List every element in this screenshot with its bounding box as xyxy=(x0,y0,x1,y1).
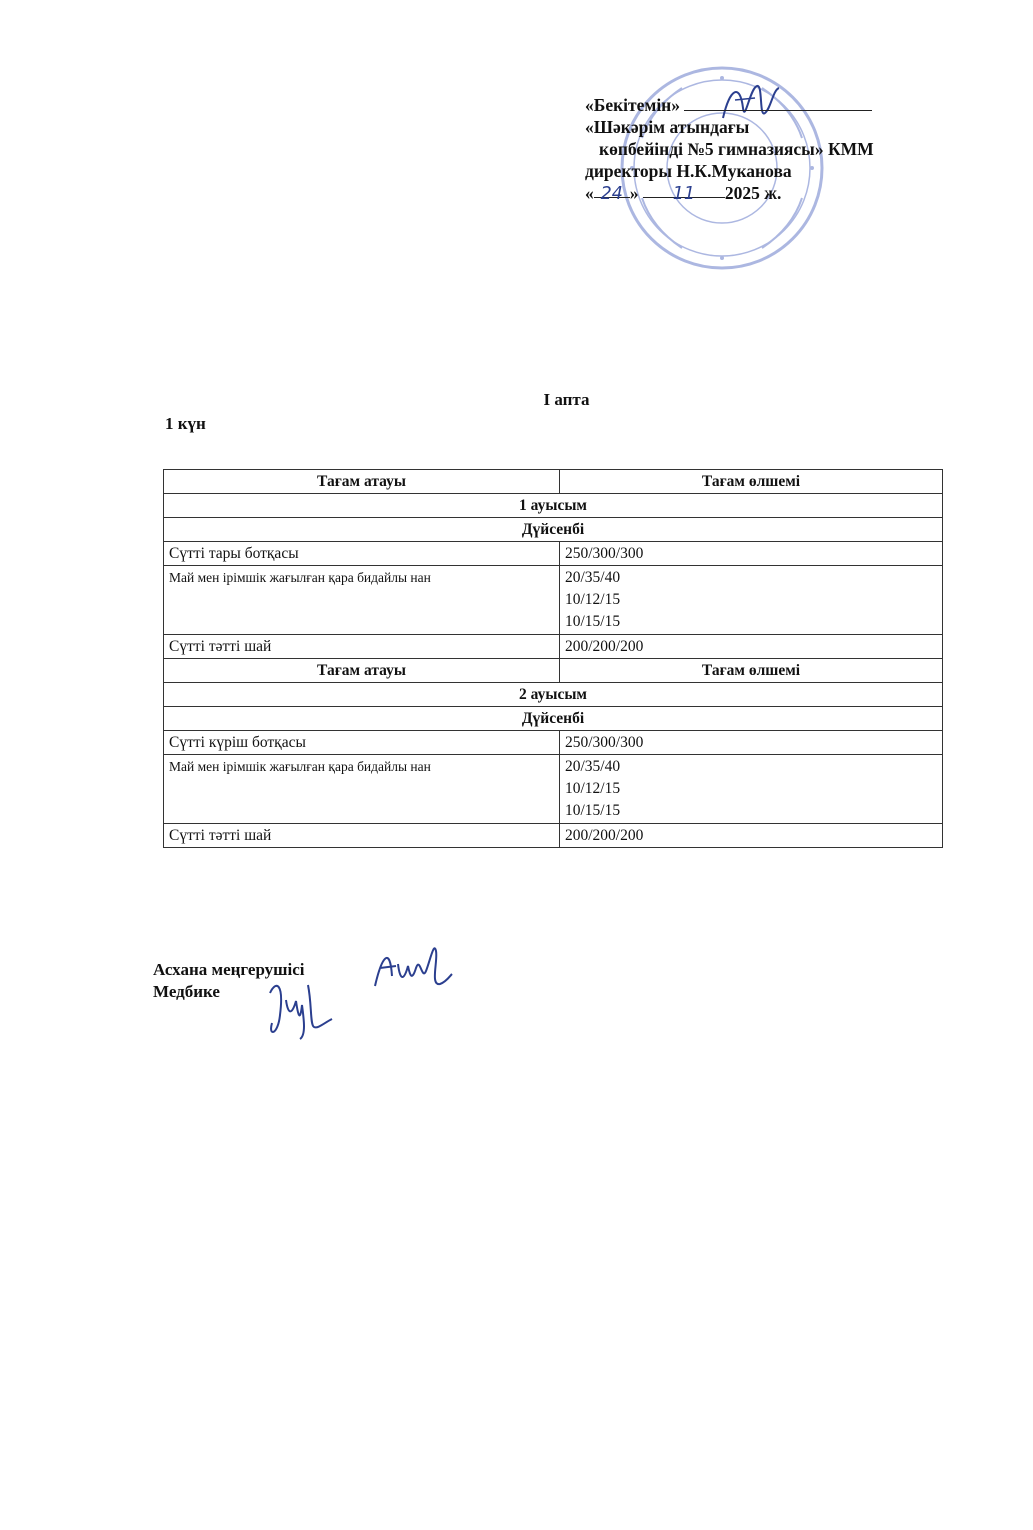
table-row xyxy=(164,824,943,848)
dish-name: Май мен ірімшік жағылған қара бидайлы нан xyxy=(164,566,560,635)
day-label: Дүйсенбі xyxy=(164,518,943,542)
nurse-signature xyxy=(262,975,337,1045)
portion-value: 10/12/15 xyxy=(565,780,621,797)
table-row xyxy=(164,731,943,755)
table-row xyxy=(164,542,943,566)
portion-value: 20/35/40 xyxy=(565,758,621,775)
day-title: 1 күн xyxy=(165,414,206,433)
portion-value: 10/15/15 xyxy=(565,802,621,819)
school-line-1: «Шәкәрім атындағы xyxy=(585,117,750,137)
nurse-label: Медбике xyxy=(153,982,220,1001)
school-line-2: көпбейінді №5 гимназиясы» КММ xyxy=(599,139,874,159)
date-day: 24 xyxy=(594,183,630,198)
header-portion: Тағам өлшемі xyxy=(560,659,943,683)
table-header-row xyxy=(164,659,943,683)
dish-name: Сүтті тәтті шай xyxy=(164,824,560,848)
dish-name: Май мен ірімшік жағылған қара бидайлы нан xyxy=(164,755,560,824)
dish-name: Сүтті тары ботқасы xyxy=(164,542,560,566)
dish-name: Сүтті тәтті шай xyxy=(164,635,560,659)
date-month: 11 xyxy=(643,183,725,198)
dish-portion: 250/300/300 xyxy=(560,731,943,755)
dish-portion: 200/200/200 xyxy=(560,824,943,848)
shift-label: 2 ауысым xyxy=(164,683,943,707)
portion-value: 20/35/40 xyxy=(565,569,621,586)
portion-value: 10/12/15 xyxy=(565,591,621,608)
table-header-row xyxy=(164,470,943,494)
table-row xyxy=(164,755,943,824)
approval-block xyxy=(585,94,925,204)
dish-portion: 200/200/200 xyxy=(560,635,943,659)
table-row xyxy=(164,566,943,635)
date-year: 2025 ж. xyxy=(724,183,782,203)
canteen-head-signature xyxy=(370,936,455,998)
director-line: директоры Н.К.Муканова xyxy=(585,161,792,181)
header-portion: Тағам өлшемі xyxy=(560,470,943,494)
shift-row xyxy=(164,683,943,707)
shift-row xyxy=(164,494,943,518)
portion-value: 10/15/15 xyxy=(565,613,621,630)
week-title: І апта xyxy=(543,390,590,409)
dish-portion xyxy=(560,566,943,635)
shift-label: 1 ауысым xyxy=(164,494,943,518)
dish-portion: 250/300/300 xyxy=(560,542,943,566)
header-dish-name: Тағам атауы xyxy=(164,659,560,683)
dish-name: Сүтті күріш ботқасы xyxy=(164,731,560,755)
approval-date: « 24 » 11 2025 ж. xyxy=(585,183,782,204)
header-dish-name: Тағам атауы xyxy=(164,470,560,494)
day-row xyxy=(164,707,943,731)
table-row xyxy=(164,635,943,659)
signature-line xyxy=(684,96,872,111)
day-row xyxy=(164,518,943,542)
canteen-head-label: Асхана меңгерушісі xyxy=(153,960,305,979)
approve-label: «Бекітемін» xyxy=(585,95,681,115)
dish-portion xyxy=(560,755,943,824)
day-label: Дүйсенбі xyxy=(164,707,943,731)
menu-table xyxy=(163,469,943,848)
